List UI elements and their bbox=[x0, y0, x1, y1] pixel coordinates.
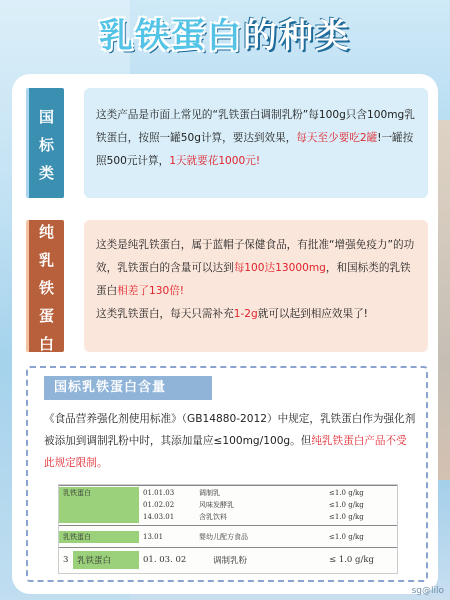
table-row bbox=[59, 511, 397, 523]
watermark: sg@lilo bbox=[411, 586, 444, 596]
section-text bbox=[44, 408, 416, 474]
table-cell-limit: ≤1.0 g/kg bbox=[329, 513, 364, 521]
pure-text-4: 就可以起到相应效果了! bbox=[257, 308, 368, 320]
pure-text-1: 这类是纯乳铁蛋白，属于蓝帽子保健食品，有批准“增强免疫力”的功效，乳铁蛋白的含量可以达到 bbox=[96, 239, 415, 274]
gb-type-description bbox=[84, 88, 428, 198]
table-cell-code: 01.01.03 bbox=[143, 489, 175, 497]
table-cell-name: 乳铁蛋白 bbox=[59, 531, 139, 543]
gb-text-2: !一罐按照500元计算， bbox=[96, 132, 414, 167]
pure-text-red-2: 相差了130倍! bbox=[117, 285, 185, 297]
standard-table-image bbox=[58, 484, 398, 574]
table-cell-num: 3 bbox=[63, 555, 69, 565]
gb-text-red-1: 每天至少要吃2罐 bbox=[296, 132, 378, 144]
table-cell-code: 13.01 bbox=[143, 533, 164, 541]
section-title: 国标乳铁蛋白含量 bbox=[44, 376, 212, 400]
section-text-1: 《食品营养强化剂使用标准》（GB14880-2012）中规定，乳铁蛋白作为强化剂被添加到调制乳粉中时，其添加量应≤100mg/100g。但 bbox=[44, 413, 416, 447]
gb-text-red-2: 1天就要花1000元! bbox=[169, 155, 261, 167]
pure-label-char: 铁 bbox=[38, 279, 54, 297]
table-cell-food: 风味发酵乳 bbox=[199, 501, 234, 509]
pure-text-red-1: 每100达13000mg bbox=[233, 262, 326, 274]
gb-text-1: 这类产品是市面上常见的“乳铁蛋白调制乳粉”每100g只含100mg乳铁蛋白，按照一罐50g计算，要达到效果， bbox=[96, 109, 415, 144]
pure-label-char: 蛋 bbox=[38, 307, 54, 325]
table-cell-limit: ≤ 1.0 g/kg bbox=[329, 555, 374, 565]
table-cell-food: 含乳饮料 bbox=[199, 513, 227, 521]
pure-text-2: ，和国标类的乳铁蛋白 bbox=[96, 262, 411, 297]
table-row bbox=[59, 487, 397, 499]
table-cell-limit: ≤1.0 g/kg bbox=[329, 489, 364, 497]
table-cell-food: 调制乳粉 bbox=[213, 556, 248, 566]
table-cell-food: 婴幼儿配方食品 bbox=[199, 533, 248, 541]
page-title bbox=[0, 8, 450, 64]
table-cell-code: 14.03.01 bbox=[143, 513, 175, 521]
gb-content-section bbox=[26, 366, 428, 582]
pure-type-label bbox=[26, 220, 64, 352]
gb-label-char: 类 bbox=[38, 164, 54, 182]
pure-text-3: 这类乳铁蛋白，每天只需补充 bbox=[96, 308, 234, 320]
table-row bbox=[59, 551, 397, 569]
table-cell-code: 01. 03. 02 bbox=[143, 555, 187, 565]
pure-label-char: 白 bbox=[38, 335, 54, 353]
table-cell-food: 调制乳 bbox=[199, 489, 220, 497]
title-part-2: 的种类 bbox=[243, 16, 351, 56]
pure-text-red-3: 1-2g bbox=[233, 308, 258, 320]
table-row bbox=[59, 499, 397, 511]
table-cell-name: 乳铁蛋白 bbox=[59, 487, 139, 499]
pure-type-description bbox=[84, 220, 428, 352]
table-cell-code: 01.02.02 bbox=[143, 501, 175, 509]
title-part-1: 乳铁蛋白 bbox=[99, 16, 243, 56]
table-cell-name: 乳铁蛋白 bbox=[73, 551, 139, 569]
pure-label-char: 纯 bbox=[38, 223, 54, 241]
gb-label-char: 标 bbox=[38, 136, 54, 154]
table-cell-limit: ≤1.0 g/kg bbox=[329, 501, 364, 509]
gb-type-label bbox=[26, 88, 64, 198]
table-row bbox=[59, 531, 397, 543]
content-card bbox=[12, 74, 438, 594]
table-cell-limit: ≤1.0 g/kg bbox=[329, 533, 364, 541]
pure-label-char: 乳 bbox=[38, 251, 54, 269]
section-text-red: 纯乳铁蛋白产品不受此规定限制。 bbox=[44, 435, 407, 469]
gb-label-char: 国 bbox=[38, 108, 54, 126]
